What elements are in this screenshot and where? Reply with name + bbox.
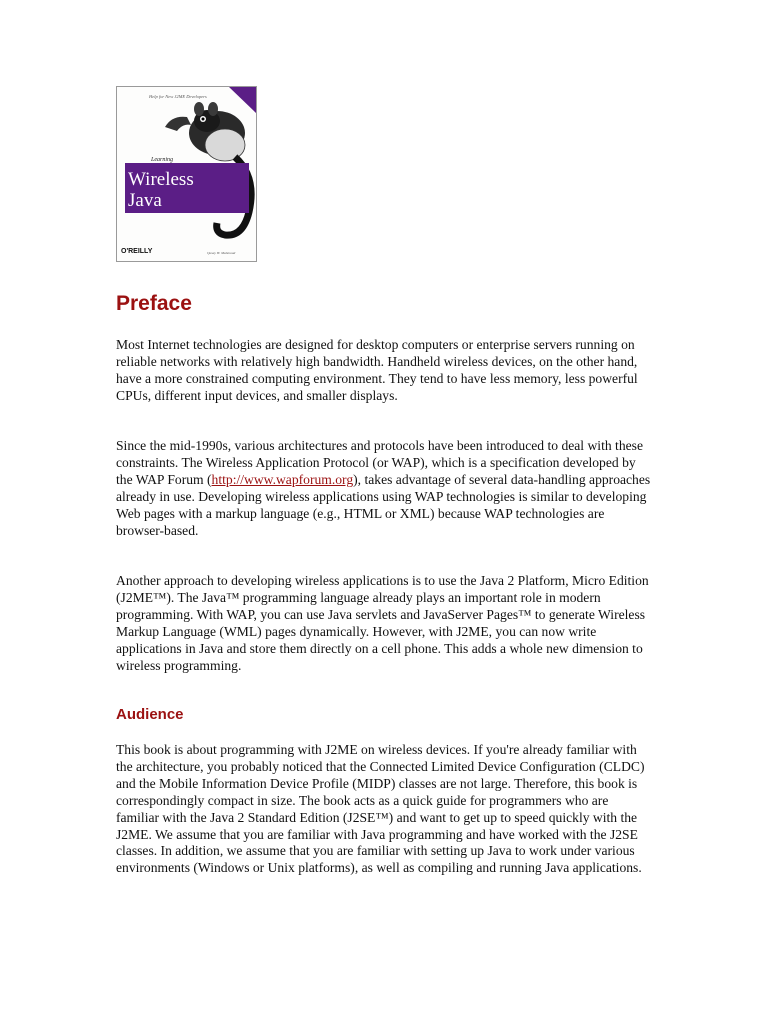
cover-author: Qusay H. Mahmoud (207, 251, 236, 255)
book-cover-image (116, 86, 257, 262)
paragraph-text: ), takes advantage of several data-handling approaches already in use. Developing wireless applications using WAP technologies is similar to developing Web pages with a markup language (e.g., HTML or XML) because WAP technologies are browser-based. (116, 471, 651, 538)
section-heading-audience: Audience (116, 706, 184, 723)
cover-corner-banner (229, 87, 256, 113)
cover-publisher: O'REILLY (121, 248, 153, 255)
preface-paragraph-2 (116, 438, 652, 539)
paragraph-text: Since the mid-1990s, various architectures and protocols have been introduced to deal with these constraints. The Wireless Application Protocol (or WAP), which is a specification developed by the WAP Forum ( (116, 438, 643, 487)
cover-tagline: Help for New J2ME Developers (149, 94, 207, 99)
cover-title-small: Learning (151, 157, 174, 163)
cover-title-line1: Wireless (128, 169, 194, 190)
audience-paragraph: This book is about programming with J2ME on wireless devices. If you're already familiar with the architecture, you probably noticed that the Connected Limited Device Configuration (CLDC) and the Mobile Information Device Profile (MIDP) classes are not large. Therefore, this book is correspondingly compact in size. The book acts as a quick guide for programmers who are familiar with the Java 2 Standard Edition (J2SE™) and want to get up to speed quickly with the J2ME. We assume that you are familiar with Java programming and have worked with the J2SE classes. In addition, we assume that you are familiar with setting up Java to work under various environments (Windows or Unix platforms), as well as compiling and running Java applications. (116, 742, 645, 876)
wapforum-link[interactable]: http://www.wapforum.org (211, 471, 354, 487)
book-cover-illustration (117, 87, 256, 261)
cover-title-line2: Java (128, 190, 162, 211)
preface-paragraph-3: Another approach to developing wireless applications is to use the Java 2 Platform, Micro Edition (J2ME™). The Java™ programming language already plays an important role in modern programming. With WAP, you can use Java servlets and JavaServer Pages™ to generate Wireless Markup Language (WML) pages dynamically. However, with J2ME, you can now write applications in Java and store them directly on a cell phone. This adds a whole new dimension to wireless programming. (116, 573, 649, 673)
page-title: Preface (116, 292, 192, 315)
preface-paragraph-1: Most Internet technologies are designed for desktop computers or enterprise servers running on reliable networks with relatively high bandwidth. Handheld wireless devices, on the other hand, have a more constrained computing environment. They tend to have less memory, less powerful CPUs, different input devices, and smaller displays. (116, 337, 638, 403)
